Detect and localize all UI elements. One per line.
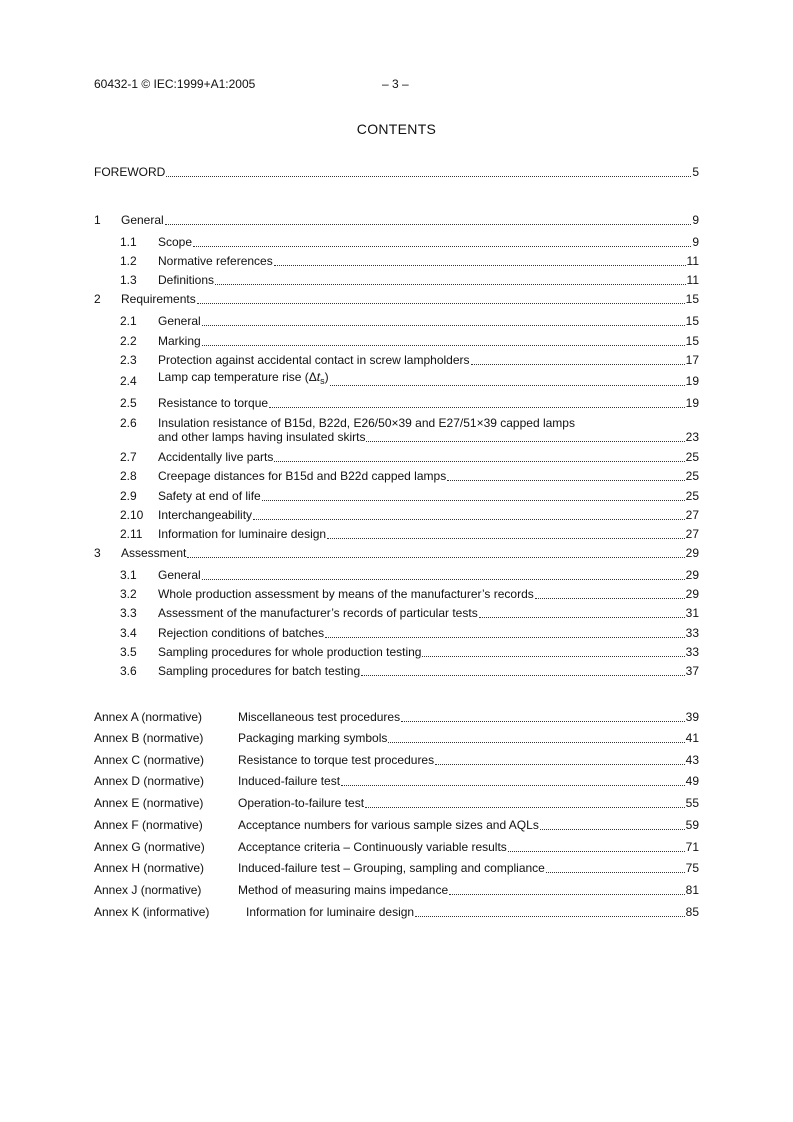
toc-entry-section[interactable] <box>94 292 699 307</box>
section-page: 33 <box>685 626 699 640</box>
dot-leader <box>202 579 685 580</box>
section-title: Safety at end of life <box>158 489 261 503</box>
section-number: 3.5 <box>120 645 137 659</box>
toc-entry-subsection[interactable] <box>94 664 699 679</box>
toc-entry-subsection[interactable] <box>94 314 699 329</box>
section-title: Sampling procedures for whole production testing <box>158 645 422 659</box>
page-title: CONTENTS <box>356 121 437 137</box>
annex-page: 81 <box>685 883 699 897</box>
dot-leader <box>471 364 685 365</box>
annex-id: Annex E (normative) <box>94 796 204 810</box>
section-page: 29 <box>685 546 699 560</box>
dot-leader <box>365 807 685 808</box>
annex-page: 75 <box>685 861 699 875</box>
section-title-variable: t <box>316 370 321 384</box>
section-title: Accidentally live parts <box>158 450 274 464</box>
toc-entry-subsection[interactable] <box>94 370 699 389</box>
dot-leader <box>361 675 685 676</box>
dot-leader <box>401 721 685 722</box>
section-page: 27 <box>685 508 699 522</box>
dot-leader <box>197 303 685 304</box>
toc-entry-subsection[interactable] <box>94 626 699 641</box>
section-page: 19 <box>685 374 699 388</box>
dot-leader <box>508 851 685 852</box>
annex-title: Operation-to-failure test <box>238 796 365 810</box>
annex-id: Annex A (normative) <box>94 710 203 724</box>
annex-id: Annex G (normative) <box>94 840 205 854</box>
section-title-line: and other lamps having insulated skirts <box>158 430 366 444</box>
toc-entry-subsection[interactable] <box>94 469 699 484</box>
section-number: 2.3 <box>120 353 137 367</box>
toc-entry-subsection[interactable] <box>94 568 699 583</box>
annex-id: Annex B (normative) <box>94 731 204 745</box>
section-title: Requirements <box>121 292 196 306</box>
toc-entry-annex[interactable] <box>94 840 699 855</box>
toc-entry-subsection[interactable] <box>94 396 699 411</box>
dot-leader <box>269 407 685 408</box>
toc-entry-section[interactable] <box>94 213 699 228</box>
annex-title: Induced-failure test <box>238 774 341 788</box>
section-page: 19 <box>685 396 699 410</box>
section-number: 3.2 <box>120 587 137 601</box>
dot-leader <box>540 829 685 830</box>
section-page: 25 <box>685 450 699 464</box>
section-title-subscript: s <box>320 376 325 386</box>
section-title: General <box>158 568 201 582</box>
annex-title: Induced-failure test – Grouping, sampling and compliance <box>238 861 545 875</box>
annex-title: Acceptance criteria – Continuously variable results <box>238 840 507 854</box>
dot-leader <box>435 764 685 765</box>
annex-title: Packaging marking symbols <box>238 731 388 745</box>
section-number: 2 <box>94 292 101 306</box>
section-page: 25 <box>685 489 699 503</box>
section-title: Assessment of the manufacturer’s records of particular tests <box>158 606 478 620</box>
running-header-page-number: – 3 – <box>382 77 409 91</box>
annex-page: 59 <box>685 818 699 832</box>
section-page: 33 <box>685 645 699 659</box>
dot-leader <box>193 246 691 247</box>
annex-page: 49 <box>685 774 699 788</box>
annex-page: 41 <box>685 731 699 745</box>
annex-title: Miscellaneous test procedures <box>238 710 401 724</box>
section-title-line: Insulation resistance of B15d, B22d, E26/50×39 and E27/51×39 capped lamps <box>158 416 575 430</box>
section-number: 3.1 <box>120 568 137 582</box>
section-number: 2.11 <box>120 527 143 541</box>
dot-leader <box>215 284 686 285</box>
dot-leader <box>325 637 685 638</box>
section-number: 2.7 <box>120 450 137 464</box>
section-title: Definitions <box>158 273 215 287</box>
annex-title: Method of measuring mains impedance <box>238 883 449 897</box>
annex-page: 85 <box>685 905 699 919</box>
dot-leader <box>166 176 691 177</box>
section-page: 27 <box>685 527 699 541</box>
toc-entry-annex[interactable] <box>94 861 699 876</box>
dot-leader <box>341 785 685 786</box>
section-number: 2.8 <box>120 469 137 483</box>
section-title-continuation <box>158 430 699 445</box>
dot-leader <box>327 538 685 539</box>
section-page: 9 <box>692 235 699 249</box>
section-page: 15 <box>685 314 699 328</box>
section-page: 15 <box>685 334 699 348</box>
section-page: 29 <box>685 568 699 582</box>
section-title: Assessment <box>121 546 187 560</box>
annex-title: Information for luminaire design <box>246 905 415 919</box>
toc-entry-subsection[interactable] <box>94 508 699 523</box>
section-title: Whole production assessment by means of the manufacturer’s records <box>158 587 534 601</box>
annex-page: 71 <box>685 840 699 854</box>
dot-leader <box>274 461 684 462</box>
annex-id: Annex F (normative) <box>94 818 203 832</box>
section-number: 2.6 <box>120 416 137 430</box>
toc-entry-subsection[interactable] <box>94 606 699 621</box>
dot-leader <box>479 617 685 618</box>
dot-leader <box>253 519 685 520</box>
annex-title: Resistance to torque test procedures <box>238 753 435 767</box>
section-number: 3.6 <box>120 664 137 678</box>
toc-entry-annex[interactable] <box>94 905 699 920</box>
dot-leader <box>202 345 685 346</box>
dot-leader <box>546 872 685 873</box>
section-title: Rejection conditions of batches <box>158 626 325 640</box>
section-title: Interchangeability <box>158 508 253 522</box>
toc-entry-subsection[interactable] <box>94 450 699 465</box>
annex-page: 55 <box>685 796 699 810</box>
annex-id: Annex H (normative) <box>94 861 205 875</box>
toc-entry-annex[interactable] <box>94 710 699 725</box>
section-number: 1.3 <box>120 273 137 287</box>
dot-leader <box>202 325 685 326</box>
section-page: 37 <box>685 664 699 678</box>
dot-leader <box>274 265 686 266</box>
section-page: 9 <box>692 213 699 227</box>
section-number: 2.10 <box>120 508 144 522</box>
section-number: 2.1 <box>120 314 137 328</box>
dot-leader <box>535 598 685 599</box>
toc-entry-subsection[interactable] <box>94 254 699 269</box>
section-title <box>158 370 329 389</box>
dot-leader <box>165 224 692 225</box>
dot-leader <box>447 480 684 481</box>
section-title-text: Lamp cap temperature rise (Δ <box>158 370 317 384</box>
toc-entry-section[interactable] <box>94 546 699 561</box>
section-page: 15 <box>685 292 699 306</box>
section-number: 2.5 <box>120 396 137 410</box>
toc-entry-subsection[interactable] <box>94 645 699 660</box>
toc-entry-foreword[interactable] <box>94 165 699 180</box>
annex-id: Annex C (normative) <box>94 753 205 767</box>
section-page: 11 <box>686 254 699 268</box>
section-page: 17 <box>685 353 699 367</box>
toc-entry-subsection[interactable] <box>94 273 699 288</box>
section-number: 1.2 <box>120 254 137 268</box>
dot-leader <box>388 742 684 743</box>
section-number: 2.2 <box>120 334 137 348</box>
running-header-reference: 60432-1 © IEC:1999+A1:2005 <box>94 77 256 91</box>
section-title: Sampling procedures for batch testing <box>158 664 361 678</box>
dot-leader <box>366 441 684 442</box>
section-page: 29 <box>685 587 699 601</box>
dot-leader <box>330 385 685 386</box>
section-number: 1 <box>94 213 101 227</box>
annex-title: Acceptance numbers for various sample sizes and AQLs <box>238 818 539 832</box>
annex-id: Annex J (normative) <box>94 883 202 897</box>
dot-leader <box>422 656 684 657</box>
section-title: Resistance to torque <box>158 396 269 410</box>
toc-entry-annex[interactable] <box>94 753 699 768</box>
toc-entry-subsection[interactable] <box>94 353 699 368</box>
section-number: 3.3 <box>120 606 137 620</box>
section-title: Creepage distances for B15d and B22d capped lamps <box>158 469 447 483</box>
section-number: 3 <box>94 546 101 560</box>
section-page: 11 <box>686 273 699 287</box>
section-title: Marking <box>158 334 201 348</box>
section-title: General <box>121 213 164 227</box>
toc-entry-annex[interactable] <box>94 818 699 833</box>
section-title: Information for luminaire design <box>158 527 327 541</box>
section-number: 3.4 <box>120 626 137 640</box>
toc-entry-page: 5 <box>692 165 699 179</box>
toc-entry-annex[interactable] <box>94 883 699 898</box>
section-title-text: ) <box>324 370 329 384</box>
section-title: Normative references <box>158 254 273 268</box>
toc-entry-subsection[interactable] <box>94 587 699 602</box>
section-number: 1.1 <box>120 235 137 249</box>
toc-entry-annex[interactable] <box>94 731 699 746</box>
section-page: 23 <box>685 430 699 444</box>
toc-entry-subsection[interactable] <box>94 416 699 446</box>
section-page: 25 <box>685 469 699 483</box>
toc-entry-subsection[interactable] <box>94 334 699 349</box>
dot-leader <box>449 894 685 895</box>
annex-page: 39 <box>685 710 699 724</box>
section-title: Protection against accidental contact in screw lampholders <box>158 353 470 367</box>
toc-entry-annex[interactable] <box>94 796 699 811</box>
section-title: General <box>158 314 201 328</box>
dot-leader <box>187 557 684 558</box>
toc-entry-subsection[interactable] <box>94 527 699 542</box>
annex-page: 43 <box>685 753 699 767</box>
section-number: 2.4 <box>120 374 137 388</box>
section-page: 31 <box>685 606 699 620</box>
toc-entry-title: FOREWORD <box>94 165 166 179</box>
section-title: Scope <box>158 235 193 249</box>
dot-leader <box>262 500 685 501</box>
toc-entry-subsection[interactable] <box>94 235 699 250</box>
annex-id: Annex K (informative) <box>94 905 210 919</box>
dot-leader <box>415 916 685 917</box>
toc-entry-annex[interactable] <box>94 774 699 789</box>
toc-entry-subsection[interactable] <box>94 489 699 504</box>
section-number: 2.9 <box>120 489 137 503</box>
annex-id: Annex D (normative) <box>94 774 205 788</box>
